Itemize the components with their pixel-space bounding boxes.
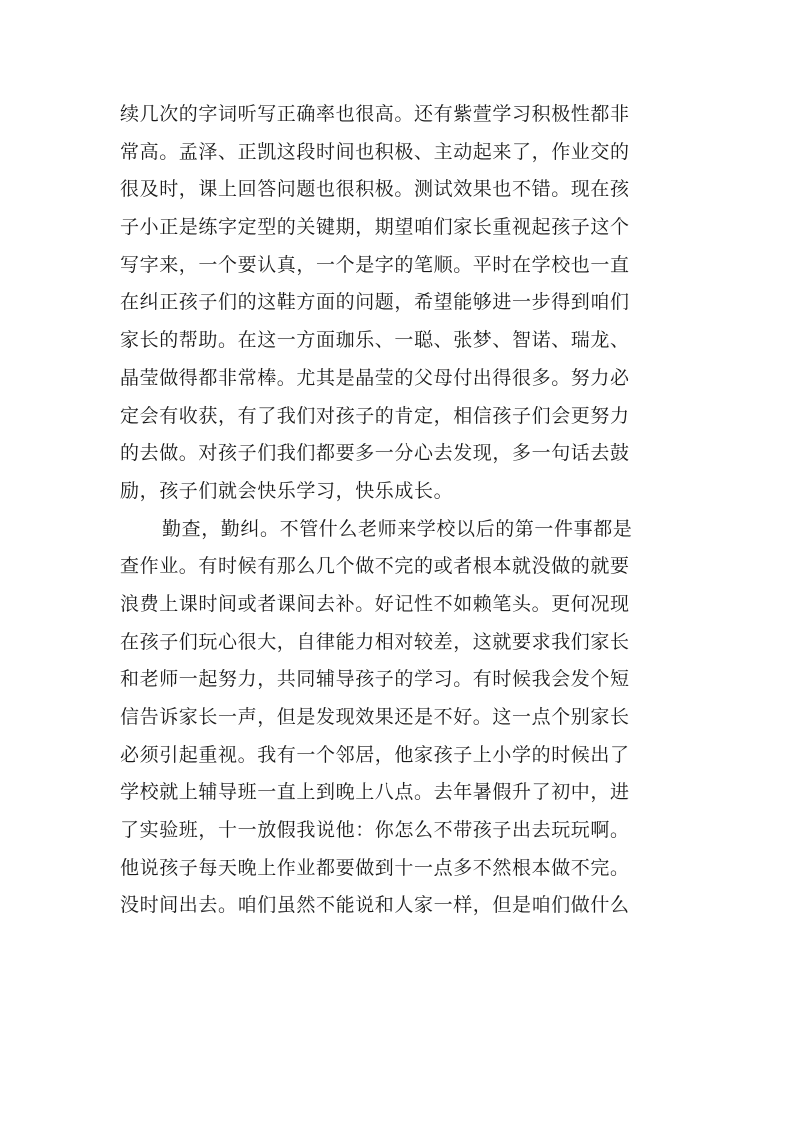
text-line: 学校就上辅导班一直上到晚上八点。去年暑假升了初中，进 <box>120 781 630 804</box>
body-text <box>120 96 680 925</box>
text-line: 晶莹做得都非常棒。尤其是晶莹的父母付出得很多。努力必 <box>120 366 630 389</box>
text-line: 信告诉家长一声，但是发现效果还是不好。这一点个别家长 <box>120 706 630 728</box>
text-line: 浪费上课时间或者课间去补。好记性不如赖笔头。更何况现 <box>120 592 630 615</box>
text-line: 了实验班，十一放假我说他：你怎么不带孩子出去玩玩啊。 <box>120 819 630 842</box>
text-line: 他说孩子每天晚上作业都要做到十一点多不然根本做不完。 <box>120 856 630 879</box>
text-line: 和老师一起努力，共同辅导孩子的学习。有时候我会发个短 <box>120 668 630 691</box>
text-line: 没时间出去。咱们虽然不能说和人家一样，但是咱们做什么 <box>120 894 630 917</box>
text-line: 必须引起重视。我有一个邻居，他家孩子上小学的时候出了 <box>120 743 630 766</box>
text-line: 的去做。对孩子们我们都要多一分心去发现，多一句话去鼓 <box>120 442 630 465</box>
text-line: 子小正是练字定型的关键期，期望咱们家长重视起孩子这个 <box>120 216 630 239</box>
text-line: 常高。孟泽、正凯这段时间也积极、主动起来了，作业交的 <box>120 140 630 163</box>
text-line: 在孩子们玩心很大，自律能力相对较差，这就要求我们家长 <box>120 630 630 653</box>
text-line: 励，孩子们就会快乐学习，快乐成长。 <box>120 479 454 502</box>
paragraph-start-line: 勤查，勤纠。不管什么老师来学校以后的第一件事都是 <box>162 517 633 540</box>
text-line: 查作业。有时候有那么几个做不完的或者根本就没做的就要 <box>120 555 630 578</box>
text-line: 续几次的字词听写正确率也很高。还有紫萱学习积极性都非 <box>120 103 630 125</box>
text-line: 写字来，一个要认真，一个是字的笔顺。平时在学校也一直 <box>120 253 630 276</box>
text-line: 在纠正孩子们的这鞋方面的问题，希望能够进一步得到咱们 <box>120 291 630 314</box>
text-line: 定会有收获，有了我们对孩子的肯定，相信孩子们会更努力 <box>120 404 630 427</box>
text-line: 很及时，课上回答问题也很积极。测试效果也不错。现在孩 <box>120 178 630 201</box>
text-line: 家长的帮助。在这一方面珈乐、一聪、张梦、智诺、瑞龙、 <box>120 329 630 352</box>
